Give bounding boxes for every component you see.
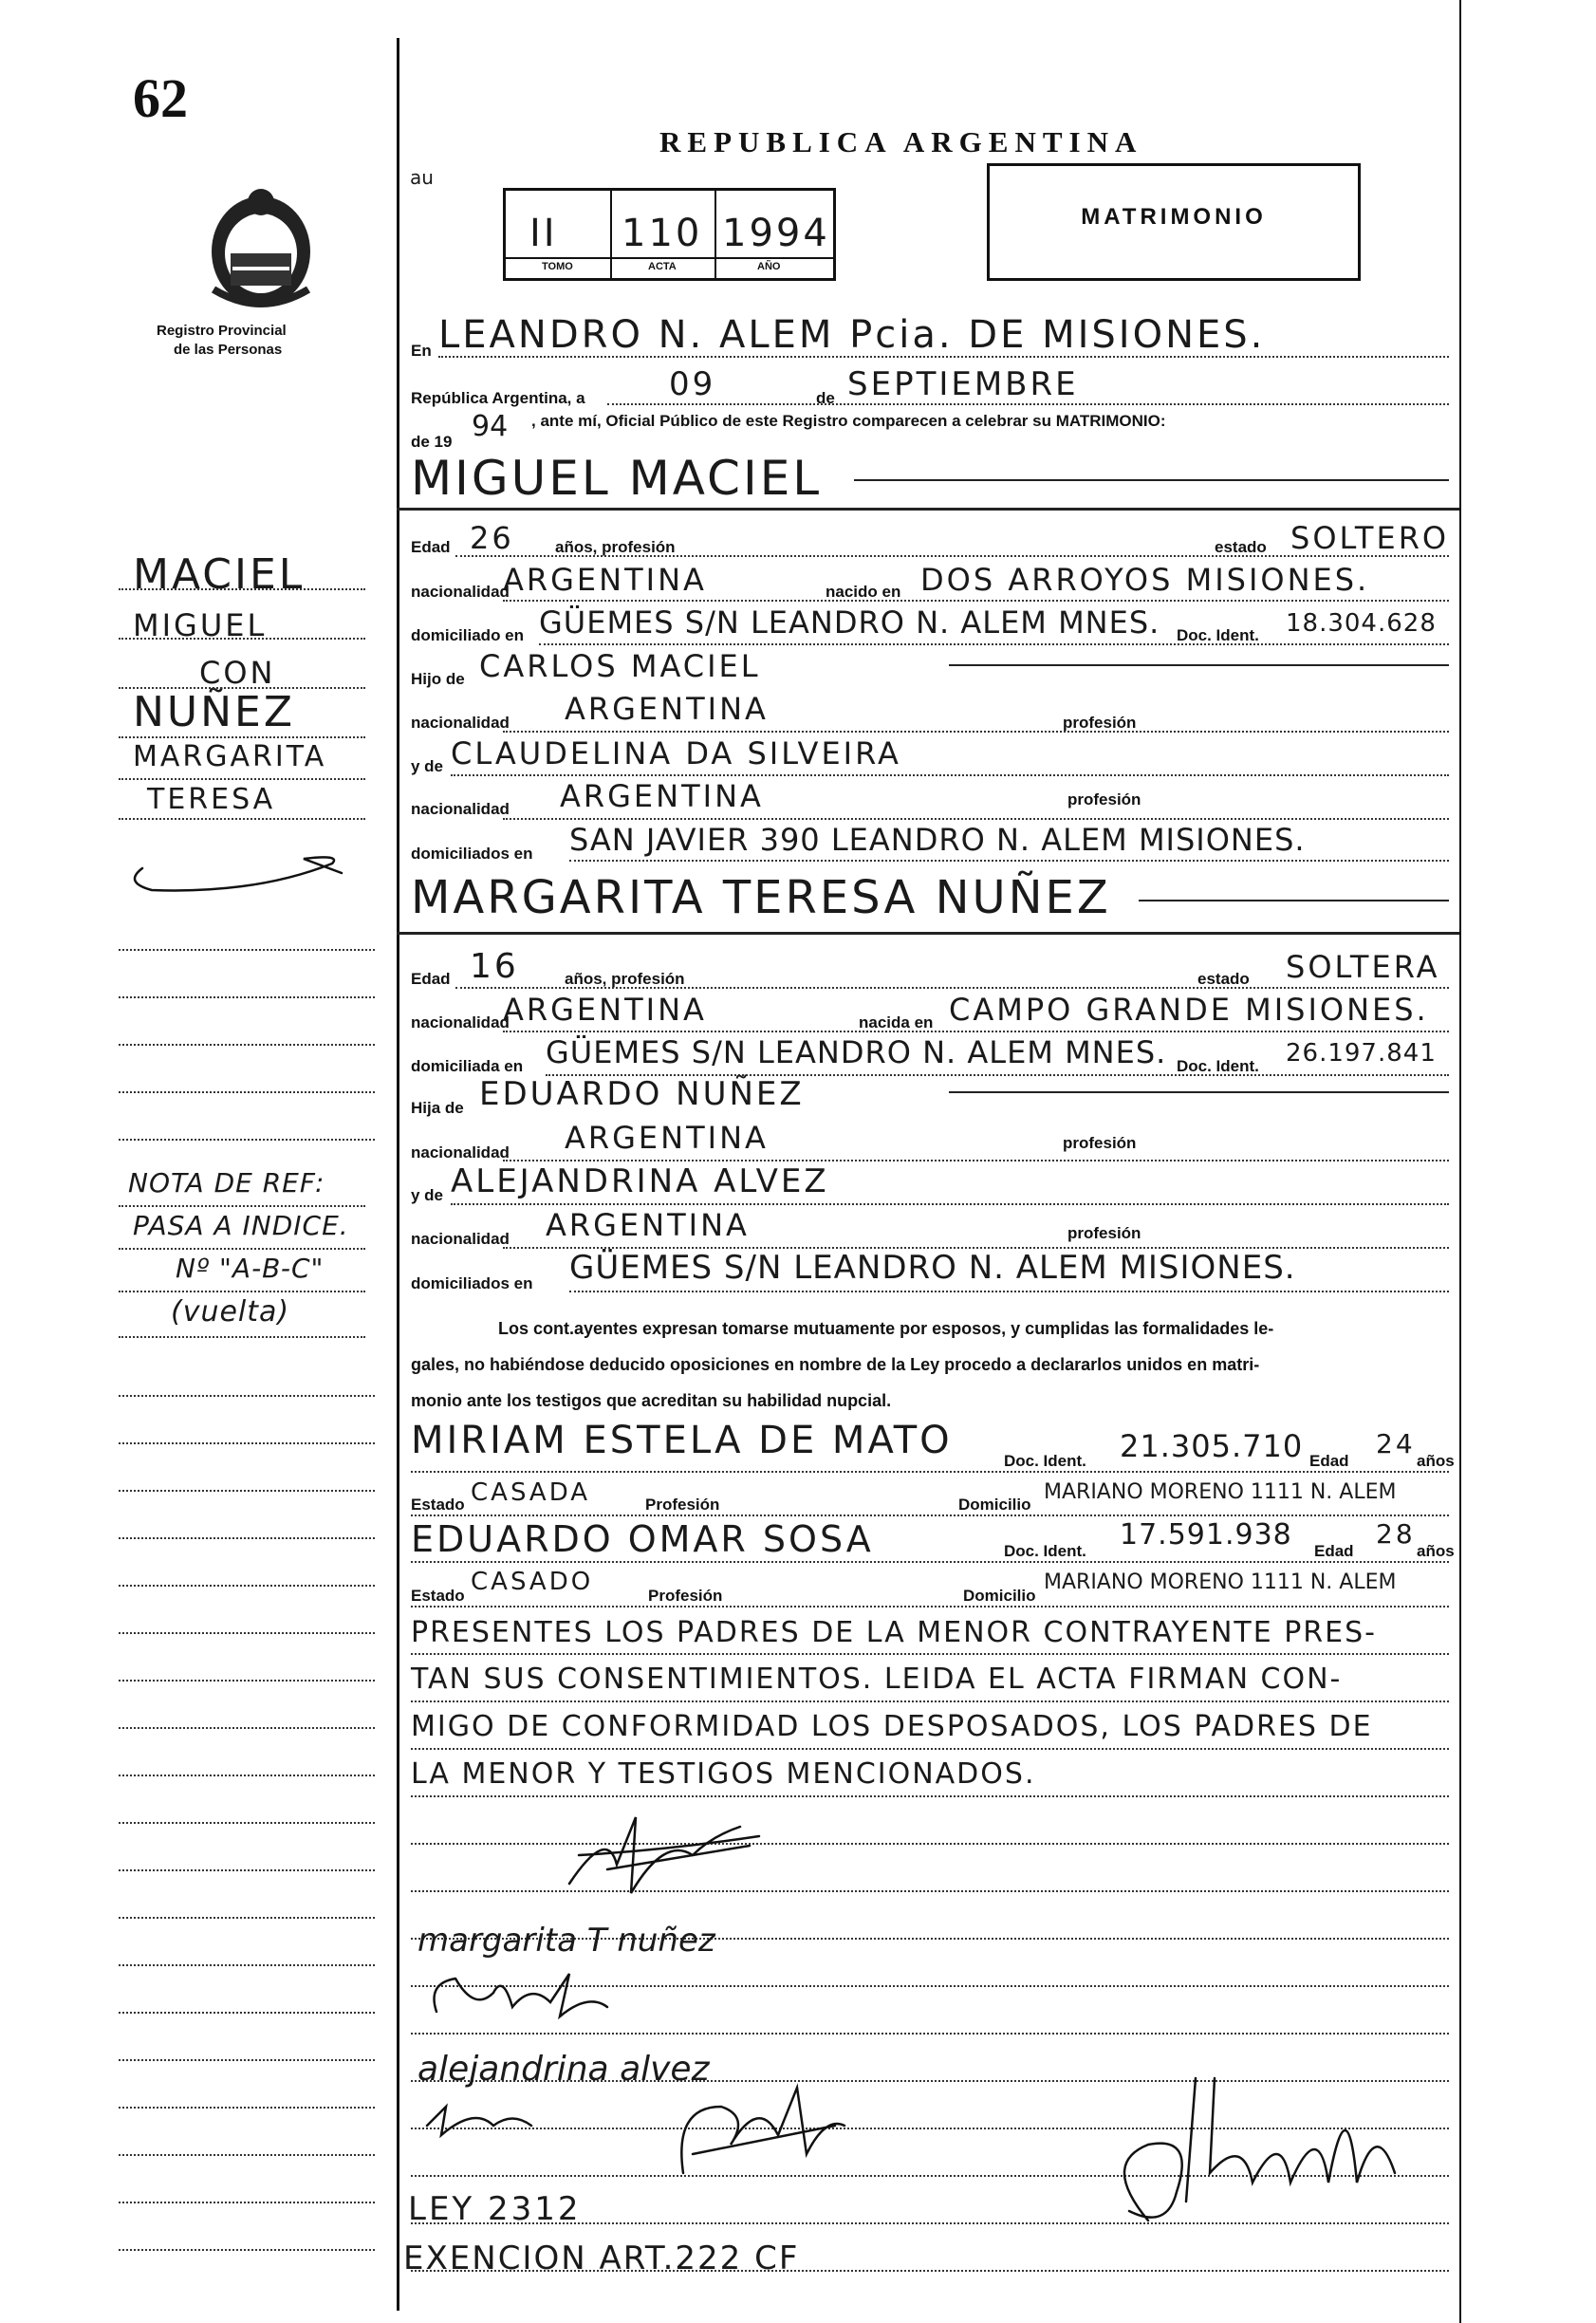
margin-name-2: CON [199,655,276,691]
groom-doc-label: Doc. Ident. [1177,626,1259,644]
groom-estado-label: estado [1215,538,1267,556]
registry-line2: de las Personas [174,342,283,358]
groom-nac-label: nacionalidad [411,583,510,601]
groom-edad-value: 26 [470,520,514,556]
groom-name: MIGUEL MACIEL [411,451,823,506]
witness2-dom-label: Domicilio [963,1587,1036,1605]
bride-mother-prof-label: profesión [1067,1224,1141,1242]
witness1-estado-label: Estado [411,1496,465,1514]
witness1-dom-value: MARIANO MORENO 1111 N. ALEM [1044,1480,1397,1504]
groom-estado-value: SOLTERO [1290,520,1450,556]
groom-mother-value: CLAUDELINA DA SILVEIRA [451,735,901,771]
witness1-edad-label: Edad [1309,1452,1349,1470]
groom-doc-value: 18.304.628 [1286,609,1437,638]
bride-y-de-label: y de [411,1186,444,1204]
groom-parents-dom-value: SAN JAVIER 390 LEANDRO N. ALEM MISIONES. [569,822,1306,858]
bride-estado-value: SOLTERA [1286,949,1440,985]
registry-line1: Registro Provincial [157,323,287,339]
witness2-doc-label: Doc. Ident. [1004,1542,1086,1560]
bride-doc-value: 26.197.841 [1286,1039,1437,1068]
bride-father-nac-label: nacionalidad [411,1143,510,1162]
bride-name: MARGARITA TERESA NUÑEZ [411,871,1111,924]
witness2-estado-value: CASADO [471,1568,594,1596]
bride-mother-nac-label: nacionalidad [411,1230,510,1248]
margin-name-3: NUÑEZ [133,688,295,736]
witness1-anos-label: años [1417,1452,1455,1470]
groom-parents-dom-label: domiciliados en [411,845,533,863]
bride-father-nac-value: ARGENTINA [565,1120,769,1156]
right-edge-rule [1459,0,1461,2323]
witness2-anos-label: años [1417,1542,1455,1560]
groom-y-de-label: y de [411,757,444,775]
witness1-edad-value: 24 [1376,1428,1416,1459]
margin-note-0: NOTA DE REF: [128,1167,325,1199]
witness1-estado-value: CASADA [471,1478,591,1507]
margin-name-4: MARGARITA [133,740,327,773]
bride-parents-dom-value: GÜEMES S/N LEANDRO N. ALEM MISIONES. [569,1249,1296,1287]
bride-dom-label: domiciliada en [411,1057,524,1075]
groom-dom-label: domiciliado en [411,626,525,644]
bride-hija-label: Hija de [411,1099,464,1117]
witness1-prof-label: Profesión [645,1496,720,1514]
acta-value: 110 [622,212,703,255]
groom-mother-nac-label: nacionalidad [411,800,510,818]
bride-father-prof-label: profesión [1063,1134,1137,1152]
footer-line1: LEY 2312 [408,2190,582,2228]
bride-nac-value: ARGENTINA [503,992,707,1028]
ano-label: AÑO [757,261,781,272]
bride-parents-dom-label: domiciliados en [411,1274,533,1292]
groom-father-value: CARLOS MACIEL [479,648,761,684]
corner-mark: au [410,166,434,189]
bride-edad-label: Edad [411,970,451,988]
note-line-1: TAN SUS CONSENTIMIENTOS. LEIDA EL ACTA FIRMAN CON- [411,1663,1343,1696]
de-label: de [816,389,835,407]
country-title: REPUBLICA ARGENTINA [659,125,1143,158]
groom-mother-nac-value: ARGENTINA [560,778,764,814]
declaration-line-2: monio ante los testigos que acreditan su habilidad nupcial. [411,1391,892,1410]
groom-father-nac-value: ARGENTINA [565,691,769,727]
place-value: LEANDRO N. ALEM Pcia. DE MISIONES. [438,313,1266,357]
page-number: 62 [133,67,188,129]
bride-estado-label: estado [1197,970,1250,988]
margin-name-1: MIGUEL [133,607,268,643]
margin-name-5: TERESA [147,783,276,816]
bride-nac-label: nacionalidad [411,1013,510,1031]
day-value: 09 [669,365,716,403]
groom-separator [397,508,1459,511]
ano-value: 1994 [722,212,830,255]
margin-note-2: Nº "A-B-C" [176,1253,325,1284]
doc-type-label: MATRIMONIO [1081,204,1267,230]
witness2-edad-label: Edad [1314,1542,1354,1560]
bride-nacida-value: CAMPO GRANDE MISIONES. [949,992,1429,1028]
bride-mother-value: ALEJANDRINA ALVEZ [451,1162,829,1200]
note-line-0: PRESENTES LOS PADRES DE LA MENOR CONTRAYENTE PRES- [411,1616,1377,1649]
bride-dom-value: GÜEMES S/N LEANDRO N. ALEM MNES. [546,1034,1167,1070]
groom-dom-value: GÜEMES S/N LEANDRO N. ALEM MNES. [539,604,1160,641]
note-line-3: LA MENOR Y TESTIGOS MENCIONADOS. [411,1757,1036,1791]
bride-father-signature [418,1964,626,2035]
declaration-line-0: Los cont.ayentes expresan tomarse mutuamente por esposos, y cumplidas las formalidades le- [498,1319,1274,1338]
witness2-signature [664,2069,854,2197]
margin-note-3: (vuelta) [171,1295,290,1329]
margin-name-0: MACIEL [133,550,306,599]
groom-nacido-value: DOS ARROYOS MISIONES. [920,562,1370,598]
groom-hijo-label: Hijo de [411,670,465,688]
bride-nacida-label: nacida en [859,1013,934,1031]
witness1-doc-value: 21.305.710 [1120,1428,1304,1464]
bride-father-value: EDUARDO NUÑEZ [479,1075,805,1113]
month-value: SEPTIEMBRE [847,365,1079,403]
year-suffix: 94 [472,410,509,443]
tomo-label: TOMO [542,261,573,272]
acta-label: ACTA [648,261,677,272]
bride-mother-signature: alejandrina alvez [418,2050,710,2089]
doc-type-box [987,163,1361,281]
footer-line2: EXENCION ART.222 CF [403,2239,800,2277]
groom-nac-value: ARGENTINA [503,562,707,598]
witness1-name: MIRIAM ESTELA DE MATO [411,1419,953,1462]
bride-doc-label: Doc. Ident. [1177,1057,1259,1075]
groom-anos-profesion-label: años, profesión [555,538,676,556]
groom-edad-label: Edad [411,538,451,556]
witness1-signature [418,2097,550,2149]
main-vertical-rule [397,38,399,2311]
tomo-value: II [529,212,558,255]
witness2-prof-label: Profesión [648,1587,723,1605]
year-prefix: de 19 [411,433,453,451]
groom-signature [550,1798,778,1917]
bride-signature: margarita T nuñez [418,1922,715,1960]
record-box [503,188,836,281]
en-label: En [411,342,432,360]
bride-edad-value: 16 [470,947,519,986]
groom-mother-prof-label: profesión [1067,790,1141,808]
bride-mother-nac-value: ARGENTINA [546,1207,750,1243]
bride-separator [397,932,1459,935]
witness1-dom-label: Domicilio [958,1496,1031,1514]
declaration-line-1: gales, no habiéndose deducido oposiciones en nombre de la Ley procedo a declararlos unidos en matri- [411,1355,1260,1374]
officer-signature [1091,2059,1414,2244]
margin-note-1: PASA A INDICE. [133,1210,349,1241]
witness2-name: EDUARDO OMAR SOSA [411,1518,874,1560]
coat-of-arms-icon [195,176,327,318]
witness1-doc-label: Doc. Ident. [1004,1452,1086,1470]
bride-anos-profesion-label: años, profesión [565,970,685,988]
margin-flourish [114,835,361,906]
republica-label: República Argentina, a [411,389,585,407]
groom-father-prof-label: profesión [1063,714,1137,732]
witness2-doc-value: 17.591.938 [1120,1518,1292,1552]
groom-father-nac-label: nacionalidad [411,714,510,732]
witness2-estado-label: Estado [411,1587,465,1605]
witness2-dom-value: MARIANO MORENO 1111 N. ALEM [1044,1570,1397,1594]
witness2-edad-value: 28 [1376,1518,1416,1550]
intro-text: , ante mí, Oficial Público de este Registro comparecen a celebrar su MATRIMONIO: [531,412,1166,430]
groom-nacido-label: nacido en [826,583,901,601]
note-line-2: MIGO DE CONFORMIDAD LOS DESPOSADOS, LOS PADRES DE [411,1710,1373,1743]
